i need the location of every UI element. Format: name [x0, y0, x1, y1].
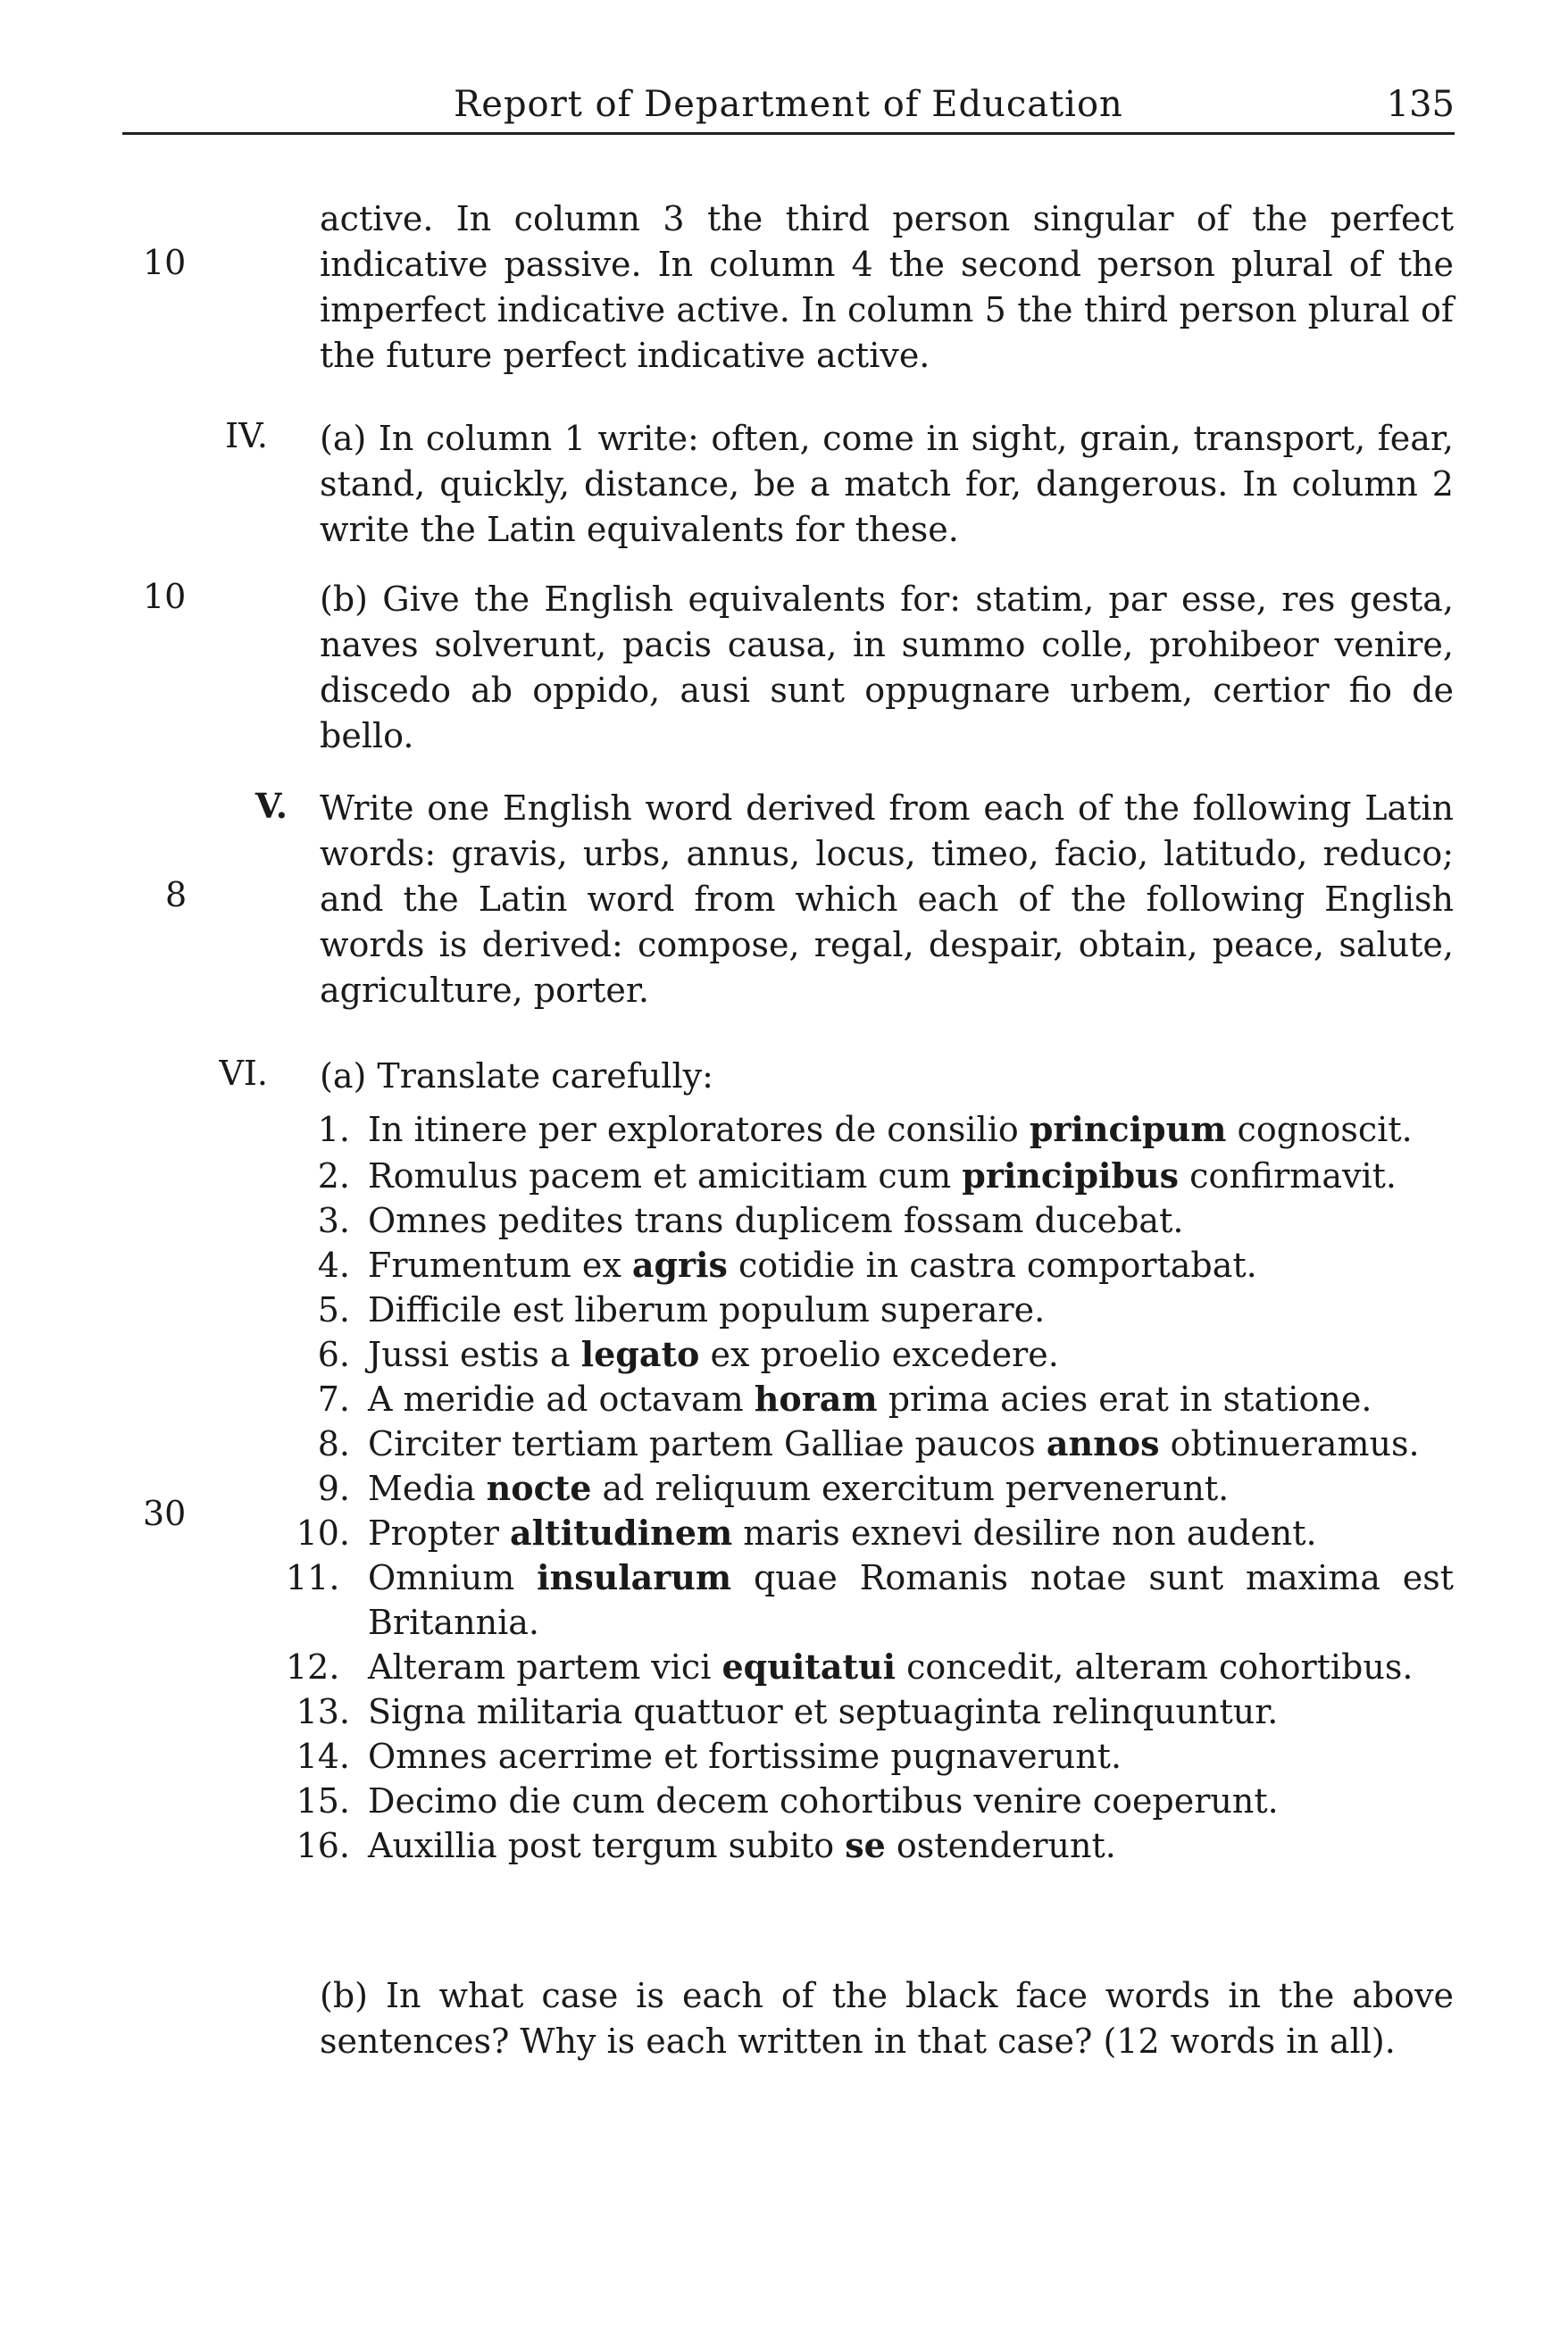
- item-text: ostenderunt.: [885, 1826, 1116, 1865]
- list-item: [286, 1107, 1454, 1152]
- list-item: [286, 1823, 1454, 1868]
- question-numeral: IV.: [225, 416, 268, 455]
- item-text: Romulus pacem et amicitiam cum: [368, 1156, 963, 1196]
- item-number: 4.: [317, 1246, 350, 1285]
- item-text: quae Romanis notae sunt maxima est Britannia.: [368, 1558, 1454, 1642]
- item-number: 9.: [317, 1469, 350, 1508]
- paragraph-text: Write one English word derived from each of the following Latin words: gravis, urbs, annus, locus, timeo, facio, latitudo, reduco; and the Latin word from which each of the following English words is derived: compose, regal, despair, obtain, peace, salute, agriculture, porter.: [320, 788, 1454, 1010]
- item-text: In itinere per exploratores de consilio: [368, 1110, 1030, 1149]
- bold-word: agris: [631, 1245, 728, 1285]
- item-text: Jussi estis a: [368, 1335, 581, 1374]
- list-item: [286, 1421, 1454, 1466]
- list-item: [286, 1511, 1454, 1555]
- item-text: confirmavit.: [1179, 1156, 1397, 1196]
- item-text: Alteram partem vici: [368, 1647, 722, 1687]
- marks-label: 30: [143, 1494, 187, 1533]
- item-text: prima acies erat in statione.: [877, 1380, 1372, 1419]
- question-v: [320, 786, 1454, 1013]
- question-iv-b: [320, 577, 1454, 759]
- list-item: [286, 1243, 1454, 1288]
- question-iv-a: [320, 416, 1454, 553]
- bold-word: insularum: [537, 1557, 732, 1597]
- sentence-list: [286, 1107, 1454, 1868]
- paragraph-text: (a) In column 1 write: often, come in sight, grain, transport, fear, stand, quickly, distance, be a match for, dangerous. In column 2 write the Latin equivalents for these.: [320, 419, 1454, 549]
- bold-word: principibus: [962, 1155, 1180, 1196]
- list-item: [286, 1734, 1454, 1779]
- item-number: 1.: [317, 1110, 350, 1149]
- list-item: [286, 1779, 1454, 1823]
- item-number: 10.: [296, 1513, 350, 1553]
- item-text: obtinueramus.: [1159, 1424, 1420, 1463]
- item-number: 12.: [286, 1647, 340, 1687]
- list-item: [286, 1689, 1454, 1734]
- item-text: Circiter tertiam partem Galliae paucos: [368, 1424, 1047, 1463]
- paragraph-text: (b) In what case is each of the black face words in the above sentences? Why is each written in that case? (12 words in all).: [320, 1976, 1454, 2061]
- item-text: ex proelio excedere.: [699, 1335, 1059, 1374]
- marks-label: 10: [143, 577, 187, 616]
- bold-word: horam: [754, 1379, 878, 1419]
- item-text: concedit, alteram cohortibus.: [896, 1647, 1414, 1687]
- item-number: 15.: [296, 1781, 350, 1821]
- bold-word: principum: [1029, 1109, 1227, 1149]
- question-numeral: VI.: [219, 1054, 268, 1093]
- question-vi-a: [320, 1054, 1454, 1099]
- item-number: 14.: [296, 1737, 350, 1776]
- item-number: 5.: [317, 1290, 350, 1330]
- item-number: 2.: [317, 1156, 350, 1196]
- bold-word: nocte: [486, 1468, 592, 1508]
- item-text: Auxillia post tergum subito: [368, 1826, 846, 1865]
- list-item: [286, 1332, 1454, 1377]
- item-number: 13.: [296, 1692, 350, 1731]
- page-number: 135: [1386, 84, 1455, 125]
- bold-word: annos: [1046, 1423, 1160, 1463]
- item-text: cognoscit.: [1226, 1110, 1413, 1149]
- item-text: Signa militaria quattuor et septuaginta relinquuntur.: [368, 1692, 1279, 1731]
- marks-label: 10: [143, 243, 187, 282]
- bold-word: altitudinem: [509, 1513, 733, 1553]
- paragraph-text: (b) Give the English equivalents for: statim, par esse, res gesta, naves solverunt, pacis causa, in summo colle, prohibeor venire, discedo ab oppido, ausi sunt oppugnare urbem, certior fio de bello.: [320, 579, 1454, 755]
- list-item: [286, 1377, 1454, 1421]
- item-text: Frumentum ex: [368, 1246, 632, 1285]
- item-number: 11.: [286, 1558, 340, 1597]
- paragraph-text: (a) Translate carefully:: [320, 1056, 713, 1096]
- marks-label: 8: [165, 875, 188, 914]
- item-number: 16.: [296, 1826, 350, 1865]
- bold-word: legato: [580, 1334, 700, 1374]
- item-text: Omnium: [368, 1558, 538, 1597]
- item-text: Omnes pedites trans duplicem fossam ducebat.: [368, 1201, 1184, 1240]
- paragraph-text: active. In column 3 the third person singular of the perfect indicative passive. In column 4 the second person plural of the imperfect indicative active. In column 5 the third person plural of the future perfect indicative active.: [320, 199, 1454, 375]
- item-number: 7.: [317, 1380, 350, 1419]
- continuation-paragraph: [320, 196, 1454, 379]
- list-item: [286, 1198, 1454, 1243]
- item-text: cotidie in castra comportabat.: [727, 1246, 1257, 1285]
- item-text: Media: [368, 1469, 487, 1508]
- question-vi-b: [320, 1973, 1454, 2064]
- list-item: [286, 1288, 1454, 1332]
- item-number: 3.: [317, 1201, 350, 1240]
- item-text: ad reliquum exercitum pervenerunt.: [591, 1469, 1230, 1508]
- item-text: Difficile est liberum populum superare.: [368, 1290, 1046, 1330]
- list-item: [286, 1645, 1454, 1689]
- item-text: A meridie ad octavam: [368, 1380, 755, 1419]
- list-item: [286, 1466, 1454, 1511]
- item-number: 8.: [317, 1424, 350, 1463]
- item-number: 6.: [317, 1335, 350, 1374]
- bold-word: equitatui: [721, 1647, 897, 1687]
- item-text: Propter: [368, 1513, 510, 1553]
- running-header: [122, 79, 1455, 135]
- bold-word: se: [845, 1825, 886, 1865]
- header-title: Report of Department of Education: [454, 84, 1123, 125]
- item-text: maris exnevi desilire non audent.: [732, 1513, 1317, 1553]
- item-text: Omnes acerrime et fortissime pugnaverunt.: [368, 1737, 1122, 1776]
- list-item: [286, 1555, 1454, 1645]
- item-text: Decimo die cum decem cohortibus venire coeperunt.: [368, 1781, 1279, 1821]
- list-item: [286, 1154, 1454, 1198]
- question-numeral: V.: [254, 786, 288, 826]
